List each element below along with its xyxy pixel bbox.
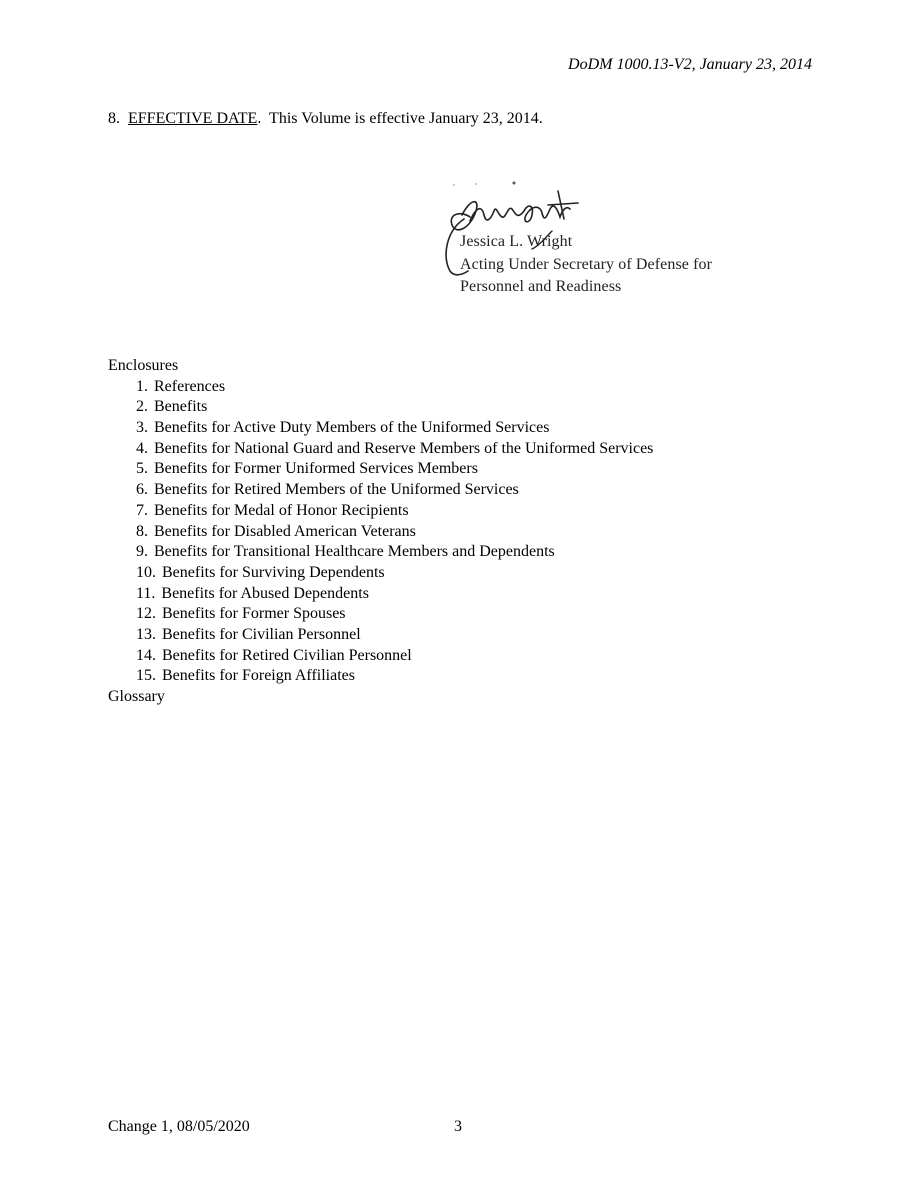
document-header: DoDM 1000.13-V2, January 23, 2014: [568, 56, 812, 73]
section-number: 8.: [108, 110, 120, 127]
enclosure-item: [108, 397, 808, 418]
enclosure-number: 5.: [136, 460, 148, 478]
enclosure-label: Benefits for Transitional Healthcare Members and Dependents: [154, 543, 555, 561]
effective-date-paragraph: [108, 109, 543, 129]
enclosure-label: Benefits for Surviving Dependents: [162, 563, 385, 581]
signature-block: [440, 175, 760, 300]
section-title: EFFECTIVE DATE: [128, 110, 258, 127]
enclosure-number: 1.: [136, 377, 148, 395]
enclosure-number: 6.: [136, 481, 148, 499]
glossary-entry: Glossary: [108, 688, 165, 705]
enclosure-item: [108, 563, 808, 584]
enclosure-number: 12.: [136, 605, 156, 623]
section-text: . This Volume is effective January 23, 2014.: [257, 110, 543, 127]
enclosure-item: [108, 542, 808, 563]
enclosure-item: [108, 604, 808, 625]
enclosure-label: References: [154, 377, 226, 395]
enclosure-label: Benefits for Medal of Honor Recipients: [154, 501, 409, 519]
enclosure-label: Benefits for Former Uniformed Services Members: [154, 460, 478, 478]
enclosures-list: [108, 377, 808, 687]
enclosure-label: Benefits for Disabled American Veterans: [154, 522, 416, 540]
enclosure-item: [108, 625, 808, 646]
signatory-title-line2: Personnel and Readiness: [460, 278, 622, 295]
enclosure-number: 7.: [136, 501, 148, 519]
signatory-name: Jessica L. Wright: [460, 233, 573, 250]
enclosures-section: [108, 356, 808, 708]
enclosure-label: Benefits for Foreign Affiliates: [162, 667, 355, 685]
enclosure-label: Benefits: [154, 398, 208, 416]
enclosures-heading: Enclosures: [108, 357, 179, 374]
enclosure-item: [108, 459, 808, 480]
signatory-title-line1: Acting Under Secretary of Defense for: [460, 256, 713, 273]
enclosure-item: [108, 439, 808, 460]
enclosure-item: [108, 584, 808, 605]
enclosure-label: Benefits for Retired Members of the Uniformed Services: [154, 481, 519, 499]
enclosure-number: 4.: [136, 439, 148, 457]
enclosure-number: 15.: [136, 667, 156, 685]
enclosure-item: [108, 522, 808, 543]
enclosure-number: 8.: [136, 522, 148, 540]
enclosure-label: Benefits for Abused Dependents: [161, 584, 369, 602]
enclosure-number: 13.: [136, 625, 156, 643]
enclosure-label: Benefits for Active Duty Members of the Uniformed Services: [154, 419, 550, 437]
enclosure-item: [108, 418, 808, 439]
enclosure-number: 3.: [136, 419, 148, 437]
enclosure-number: 14.: [136, 646, 156, 664]
enclosure-item: [108, 666, 808, 687]
enclosure-item: [108, 501, 808, 522]
footer-page-number: 3: [454, 1118, 462, 1135]
enclosure-label: Benefits for Civilian Personnel: [162, 625, 361, 643]
enclosure-item: [108, 646, 808, 667]
enclosure-number: 2.: [136, 398, 148, 416]
enclosure-number: 9.: [136, 543, 148, 561]
enclosure-item: [108, 480, 808, 501]
enclosure-item: [108, 377, 808, 398]
enclosure-label: Benefits for National Guard and Reserve Members of the Uniformed Services: [154, 439, 654, 457]
footer-change-note: Change 1, 08/05/2020: [108, 1118, 250, 1135]
enclosure-number: 11.: [136, 584, 156, 602]
enclosure-label: Benefits for Former Spouses: [162, 605, 346, 623]
enclosure-number: 10.: [136, 563, 156, 581]
enclosure-label: Benefits for Retired Civilian Personnel: [162, 646, 412, 664]
